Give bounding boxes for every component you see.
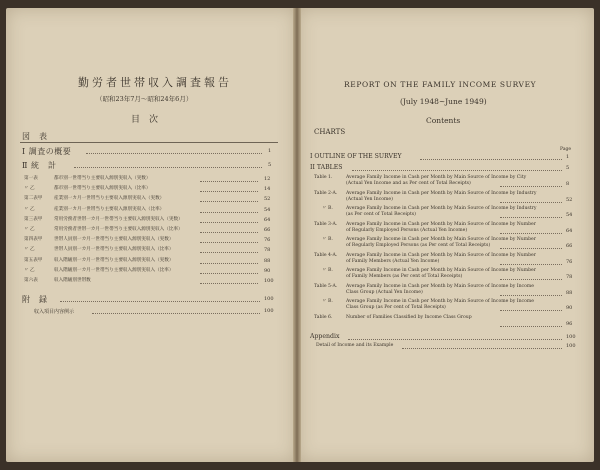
left-appendix-leader xyxy=(60,301,260,302)
left-table-label: 第四表甲 xyxy=(24,237,43,243)
right-table-leader xyxy=(500,310,562,311)
right-table-leader xyxy=(500,186,562,187)
right-table-page: 78 xyxy=(566,274,573,280)
right-table-leader xyxy=(500,202,562,203)
left-rule xyxy=(20,142,278,143)
left-table-page: 100 xyxy=(264,278,274,284)
right-table-label: Table 2-A. xyxy=(314,190,338,196)
left-statistics-leader xyxy=(74,167,262,168)
left-table-label: 第六表 xyxy=(24,278,38,283)
right-table-label: 〃 B. xyxy=(322,206,333,211)
right-table-label: Table 4-A. xyxy=(314,252,338,258)
left-appendix-item-page: 100 xyxy=(264,308,274,314)
right-table-leader xyxy=(500,295,562,296)
left-table-leader xyxy=(200,252,258,253)
right-appendix: Appendix xyxy=(310,333,340,340)
right-table-subtitle: (Actual Yen Income) xyxy=(346,196,393,202)
right-table-page: 54 xyxy=(566,212,573,218)
left-table-leader xyxy=(200,232,258,233)
left-table-title: 都市別一世帯当り主要収入源別実収入（比率） xyxy=(54,186,151,192)
right-table-subtitle: Class Group (as Per cent of Total Receipts) xyxy=(346,305,446,310)
right-period: (July 1948~June 1949) xyxy=(400,97,487,106)
right-table-subtitle: Class Group (Actual Yen Income) xyxy=(346,289,423,295)
book-gutter xyxy=(293,8,301,462)
right-table-page: 76 xyxy=(566,258,573,265)
left-table-page: 54 xyxy=(264,206,271,213)
left-outline: Ⅰ 調査の概要 xyxy=(22,147,72,156)
left-appendix: 附 録 xyxy=(22,295,48,304)
left-charts-heading: 図 表 xyxy=(22,132,48,141)
left-table-page: 90 xyxy=(264,267,271,274)
left-table-leader xyxy=(200,263,258,264)
right-outline: I OUTLINE OF THE SURVEY xyxy=(310,153,402,160)
left-table-leader xyxy=(200,283,258,284)
left-table-title: 収入階級別一カ月一世帯当り主要収入源別実収入（比率） xyxy=(54,267,174,273)
left-table-leader xyxy=(200,201,258,202)
right-table-leader xyxy=(500,233,562,234)
right-table-leader xyxy=(500,217,562,218)
right-table-title: Average Family Income in Cash per Month by Main Source of Income by City xyxy=(346,175,527,180)
right-table-title: Average Family Income in Cash per Month by Main Source of Income by Number xyxy=(346,268,536,273)
left-table-label: 第三表甲 xyxy=(24,216,43,222)
right-table-leader xyxy=(500,326,562,327)
left-outline-leader xyxy=(86,153,262,154)
left-table-title: 産業別一カ月一世帯当り主要収入源別実収入（比率） xyxy=(54,206,165,212)
right-table-subtitle: of Family Members (Actual Yen Income) xyxy=(346,258,440,264)
left-table-label: 第五表甲 xyxy=(24,257,43,263)
left-table-label: 〃 乙 xyxy=(24,206,35,212)
right-table-title: Average Family Income in Cash per Month by Main Source of Income by Industry xyxy=(346,206,537,211)
right-table-subtitle: (Actual Yen Income and as Per cent of Total Receipts) xyxy=(346,181,471,186)
left-table-label: 第二表甲 xyxy=(24,196,43,202)
right-table-label: Table 3-A. xyxy=(314,221,338,227)
left-table-title: 世帯人員別一カ月一世帯当り主要収入源別実収入（比率） xyxy=(54,247,174,253)
right-table-subtitle: (as Per cent of Total Receipts) xyxy=(346,212,416,217)
left-table-title: 常用労務者世帯一カ月一世帯当り主要収入源別実収入（比率） xyxy=(54,227,183,232)
left-period: （昭和23年7月～昭和24年6月） xyxy=(96,95,193,103)
left-table-title: 世帯人員別一カ月一世帯当り主要収入源別実収入（実数） xyxy=(54,237,174,243)
right-table-subtitle: of Family Members (as Per cent of Total Receipts) xyxy=(346,274,463,279)
left-table-page: 12 xyxy=(264,176,271,182)
left-table-page: 52 xyxy=(264,196,271,203)
right-contents-heading: Contents xyxy=(426,116,461,125)
left-table-title: 産業別一カ月一世帯当り主要収入源別実収入（実数） xyxy=(54,196,165,202)
left-table-leader xyxy=(200,212,258,213)
right-table-subtitle: of Regularly Employed Persons (Actual Yen Income) xyxy=(346,227,468,233)
right-table-label: Table 1. xyxy=(314,175,333,180)
left-outline-page: 1 xyxy=(268,148,272,154)
right-appendix-item-leader xyxy=(402,348,562,349)
right-page xyxy=(298,8,594,462)
right-tables-page: 5 xyxy=(566,165,570,171)
right-table-label: Table 5-A. xyxy=(314,283,338,289)
right-table-page: 64 xyxy=(566,227,573,234)
left-table-title: 常用労務者世帯一カ月一世帯当り主要収入源別実収入（実数） xyxy=(54,216,183,222)
right-table-page: 90 xyxy=(566,305,573,311)
left-title: 勤労者世帯収入調査報告 xyxy=(78,76,232,89)
right-table-title: Average Family Income in Cash per Month by Main Source of Income by Number xyxy=(346,237,536,242)
left-table-page: 66 xyxy=(264,227,271,233)
left-table-label: 〃 乙 xyxy=(24,267,35,273)
right-table-label: 〃 B. xyxy=(322,299,333,304)
left-table-label: 第一表 xyxy=(24,176,38,181)
left-statistics: Ⅱ 統 計 xyxy=(22,161,57,170)
right-tables-leader xyxy=(352,170,562,171)
right-table-subtitle: of Regularly Employed Persons (as Per cent of Total Receipts) xyxy=(346,243,491,248)
left-appendix-item: 収入項目内容例示 xyxy=(34,309,75,315)
right-table-label: 〃 B. xyxy=(322,237,333,242)
left-contents-heading: 目 次 xyxy=(131,115,159,125)
right-table-title: Number of Families Classified by Income Class Group xyxy=(346,314,472,320)
right-table-label: 〃 B. xyxy=(322,268,333,273)
left-table-page: 78 xyxy=(264,247,271,254)
right-table-leader xyxy=(500,279,562,280)
left-statistics-page: 5 xyxy=(268,162,272,168)
left-table-page: 14 xyxy=(264,186,271,193)
left-table-label: 〃 乙 xyxy=(24,186,35,192)
right-charts-heading: CHARTS xyxy=(314,128,346,136)
left-table-title: 都市別一世帯当り主要収入源別実収入（実数） xyxy=(54,176,151,181)
right-table-page: 96 xyxy=(566,320,573,327)
right-table-title: Average Family Income in Cash per Month by Main Source of Income by Number xyxy=(346,252,536,258)
right-table-page: 8 xyxy=(566,181,570,187)
right-outline-page: 1 xyxy=(566,154,570,160)
left-table-title: 収入階級別世帯数 xyxy=(54,278,91,283)
right-table-title: Average Family Income in Cash per Month by Main Source of Income by Income xyxy=(346,299,534,304)
left-table-page: 88 xyxy=(264,257,271,264)
left-table-leader xyxy=(200,273,258,274)
right-appendix-leader xyxy=(348,339,562,340)
left-appendix-page: 100 xyxy=(264,296,274,302)
right-table-title: Average Family Income in Cash per Month by Main Source of Income by Income xyxy=(346,283,534,289)
left-table-leader xyxy=(200,191,258,192)
right-outline-leader xyxy=(420,159,562,160)
left-table-label: 〃 乙 xyxy=(24,227,35,232)
right-table-page: 66 xyxy=(566,243,573,249)
right-table-title: Average Family Income in Cash per Month by Main Source of Income by Number xyxy=(346,221,536,227)
right-tables: II TABLES xyxy=(310,164,343,171)
left-table-leader xyxy=(200,242,258,243)
right-appendix-item: Detail of Income and its Example xyxy=(316,343,394,348)
right-appendix-item-page: 100 xyxy=(566,343,576,349)
left-table-page: 64 xyxy=(264,216,271,223)
left-table-title: 収入階級別一カ月一世帯当り主要収入源別実収入（実数） xyxy=(54,257,174,263)
right-table-page: 88 xyxy=(566,289,573,296)
left-table-leader xyxy=(200,222,258,223)
right-page-column-head: Page xyxy=(560,147,572,152)
left-appendix-item-leader xyxy=(92,313,260,314)
right-appendix-page: 100 xyxy=(566,334,576,340)
left-table-label: 〃 乙 xyxy=(24,247,35,253)
right-table-page: 52 xyxy=(566,196,573,203)
right-table-title: Average Family Income in Cash per Month by Main Source of Income by Industry xyxy=(346,190,537,196)
right-table-leader xyxy=(500,248,562,249)
left-table-page: 76 xyxy=(264,237,271,244)
right-title: REPORT ON THE FAMILY INCOME SURVEY xyxy=(344,80,537,89)
right-table-label: Table 6. xyxy=(314,314,333,320)
right-table-leader xyxy=(500,264,562,265)
left-table-leader xyxy=(200,181,258,182)
